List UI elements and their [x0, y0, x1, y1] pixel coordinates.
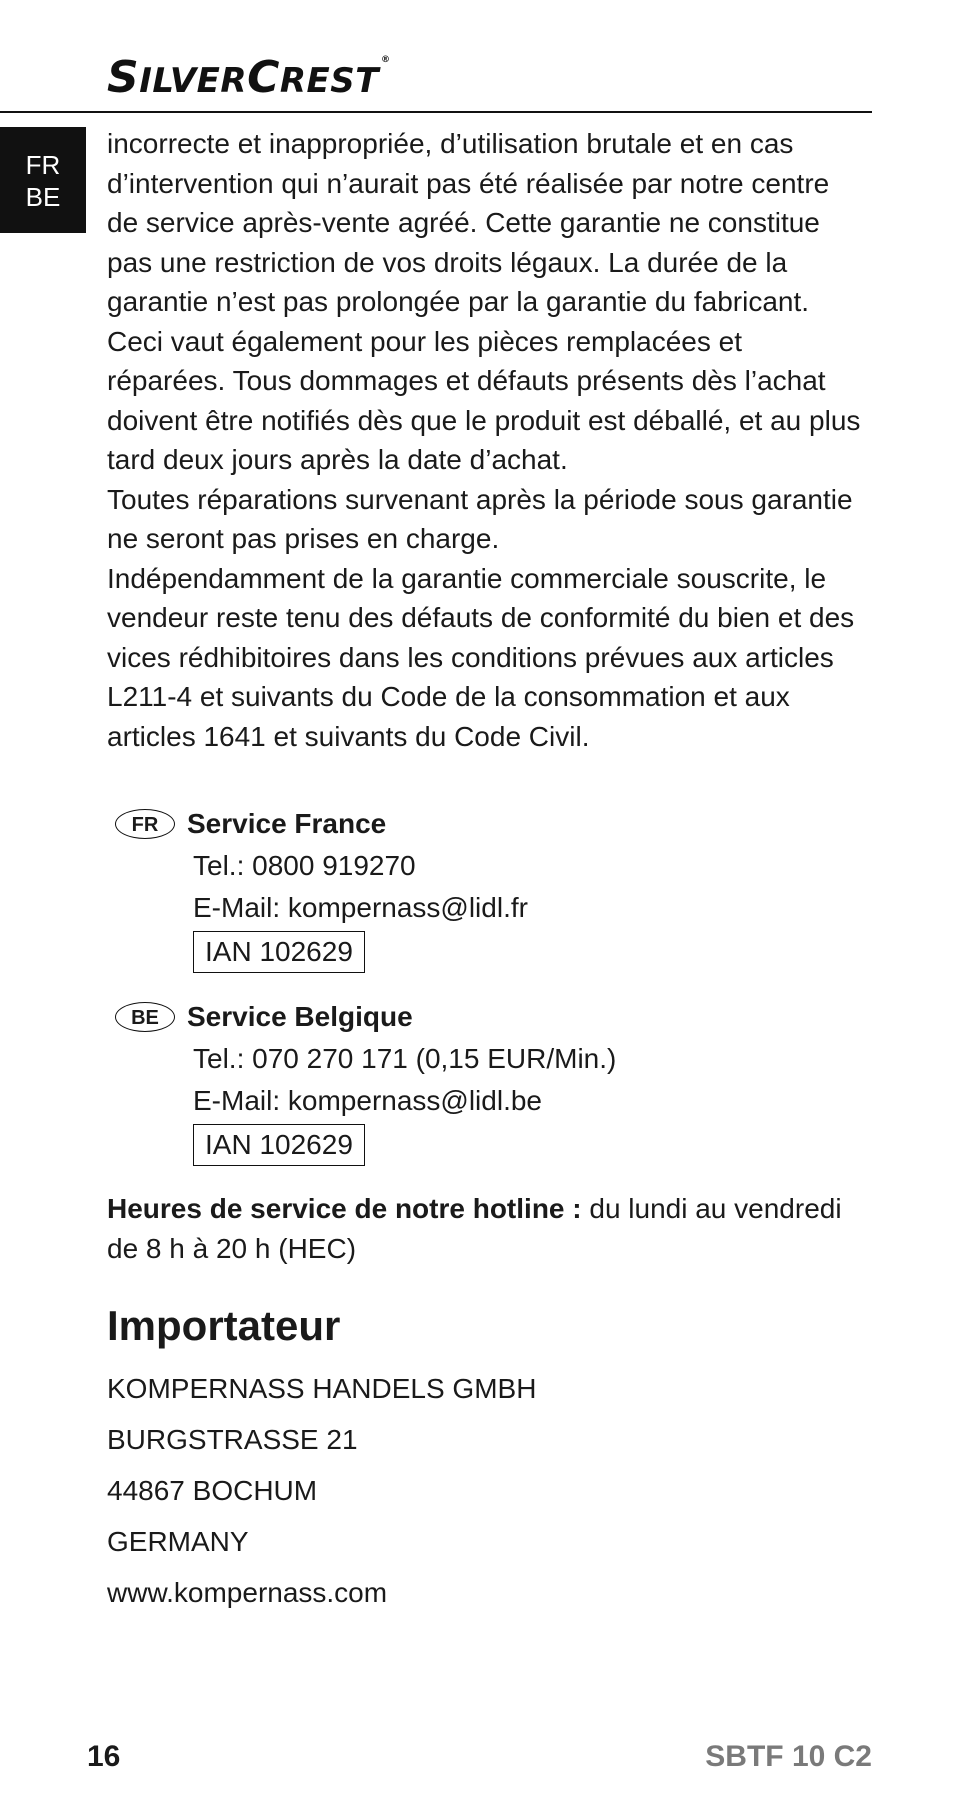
importer-address [107, 1363, 536, 1618]
service-phone: Tel.: 0800 919270 [193, 850, 416, 881]
service-france [107, 803, 867, 973]
language-code-fr: FR [25, 150, 61, 180]
hotline-text: du lundi au vendredi de 8 h à 20 h (HEC) [107, 1193, 842, 1264]
paragraph: Toutes réparations survenant après la période sous garantie ne seront pas prises en charge. [107, 483, 853, 554]
service-title: Service France [187, 808, 387, 839]
header-divider [0, 111, 872, 113]
paragraph: Indépendamment de la garantie commerciale souscrite, le vendeur reste tenu des défauts de conformité du bien et des vices rédhibitoires dans les conditions prévues aux articles L211-4 et suivants du Code de la consommation et aux articles 1641 et suivants du Code Civil. [107, 562, 855, 752]
paragraph: incorrecte et inappropriée, d’utilisation brutale et en cas d’intervention qui n’aurait pas été réalisée par notre centre de service après-vente agréé. Cette garantie ne constitue pas une restriction de vos droits légaux. La durée de la garantie n’est pas prolongée par la garantie du fabricant. Ceci vaut également pour les pièces remplacées et réparées. Tous dommages et défauts présents dès l’achat doivent être notifiés dès que le produit est déballé, et au plus tard deux jours après la date d’achat. [107, 128, 861, 475]
service-email: E-Mail: kompernass@lidl.fr [193, 892, 528, 923]
hotline-hours [107, 1189, 867, 1269]
model-number: SBTF 10 C2 [705, 1740, 872, 1773]
country-badge-be: BE [115, 1002, 175, 1032]
address-line: BURGSTRASSE 21 [107, 1424, 358, 1455]
brand-logo: SILVERCREST® [107, 52, 391, 103]
service-email: E-Mail: kompernass@lidl.be [193, 1085, 542, 1116]
address-line: 44867 BOCHUM [107, 1475, 318, 1506]
hotline-label: Heures de service de notre hotline : [107, 1193, 582, 1224]
address-line: GERMANY [107, 1526, 249, 1557]
warranty-text [107, 124, 867, 756]
language-tab [0, 127, 86, 233]
language-code-be: BE [25, 182, 61, 212]
service-belgique [107, 996, 867, 1166]
ian-box: IAN 102629 [193, 931, 365, 973]
importer-heading: Importateur [107, 1302, 341, 1349]
address-line: KOMPERNASS HANDELS GMBH [107, 1373, 537, 1404]
service-title: Service Belgique [187, 1001, 413, 1032]
ian-box: IAN 102629 [193, 1124, 365, 1166]
service-phone: Tel.: 070 270 171 (0,15 EUR/Min.) [193, 1043, 617, 1074]
website-link: www.kompernass.com [107, 1577, 388, 1608]
page-number: 16 [87, 1740, 121, 1773]
country-badge-fr: FR [115, 809, 175, 839]
